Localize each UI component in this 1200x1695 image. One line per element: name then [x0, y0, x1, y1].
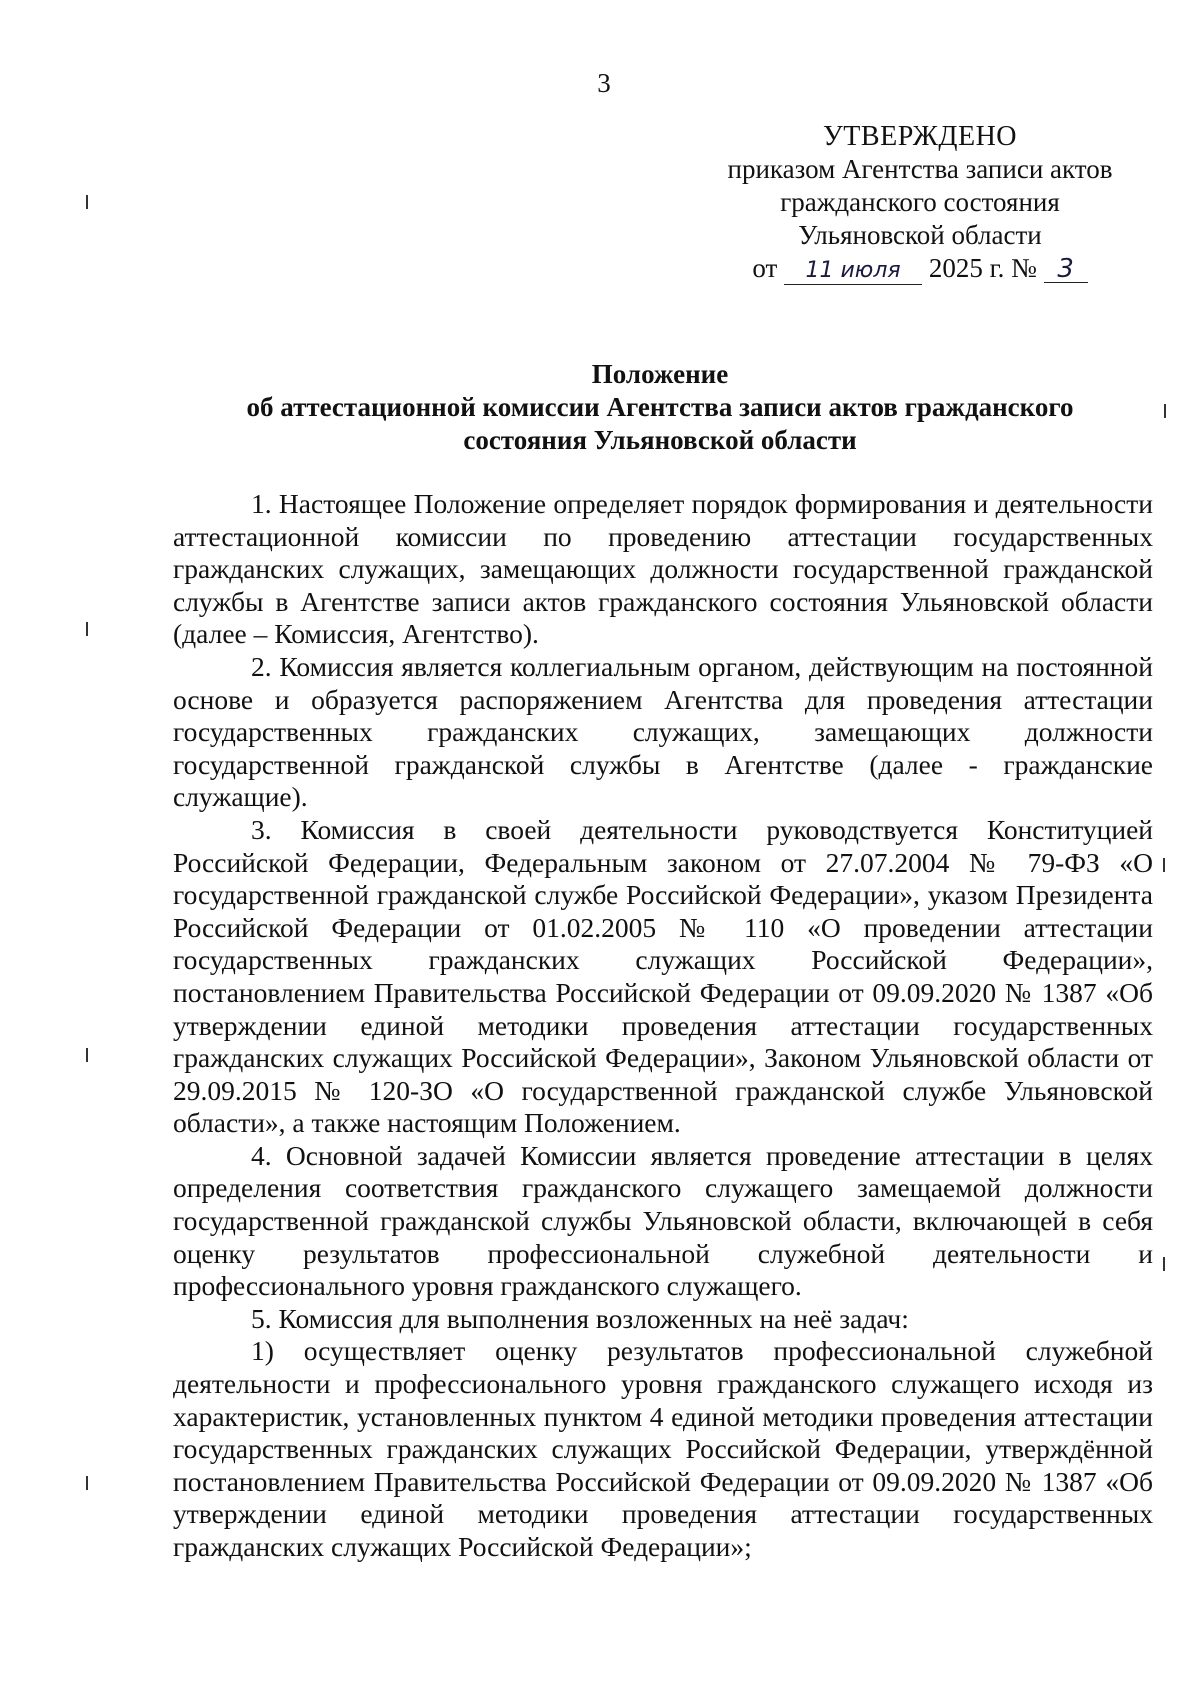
scan-mark — [86, 622, 88, 636]
paragraph-2: 2. Комиссия является коллегиальным органом, действующим на постоянной основе и образуется распоряжением Агентства для проведения аттестации государственных гражданских служащих, замещающих должности государственной гражданской службы в Агентстве (далее - гражданские служащие). — [173, 650, 1153, 813]
handwritten-date: 11 июля — [784, 258, 922, 285]
approval-line-order: приказом Агентства записи актов — [727, 154, 1113, 184]
paragraph-5-item-1: 1) осуществляет оценку результатов профессиональной служебной деятельности и профессионального уровня гражданского служащего исходя из характеристик, установленных пунктом 4 единой методики проведения аттестации государственных гражданских служащих Российской Федерации, утверждённой постановлением Правительства Российской Федерации от 09.09.2020 № 1387 «Об утверждении единой методики проведения аттестации государственных гражданских служащих Российской Федерации»; — [173, 1335, 1153, 1562]
paragraph-1: 1. Настоящее Положение определяет порядок формирования и деятельности аттестационной комиссии по проведению аттестации государственных гражданских служащих, замещающих должности государственной гражданской службы в Агентстве записи актов гражданского состояния Ульяновской области (далее – Комиссия, Агентство). — [173, 488, 1153, 650]
paragraph-3: 3. Комиссия в своей деятельности руководствуется Конституцией Российской Федерации, Федеральным законом от 27.07.2004 № 79-ФЗ «О государственной гражданской службе Российской Федерации», указом Президента Российской Федерации от 01.02.2005 № 110 «О проведении аттестации государственных гражданских служащих Российской Федерации», постановлением Правительства Российской Федерации от 09.09.2020 № 1387 «Об утверждении единой методики проведения аттестации государственных гражданских служащих Российской Федерации», Законом Ульяновской области от 29.09.2015 № 120-ЗО «О государственной гражданской службе Ульяновской области», а также настоящим Положением. — [173, 813, 1153, 1139]
scan-mark — [1163, 858, 1165, 872]
approval-heading: УТВЕРЖДЕНО — [822, 121, 1018, 152]
scan-mark — [86, 195, 88, 209]
scan-mark — [1163, 1257, 1165, 1271]
document-title — [190, 358, 1130, 457]
scan-mark — [1164, 404, 1166, 418]
page-number: 3 — [597, 68, 611, 98]
paragraph-5: 5. Комиссия для выполнения возложенных на неё задач: — [251, 1302, 909, 1334]
title-line-3: состояния Ульяновской области — [463, 425, 857, 455]
scan-mark — [86, 1048, 88, 1062]
paragraph-4: 4. Основной задачей Комиссии является проведение аттестации в целях определения соответствия гражданского служащего замещаемой должности государственной гражданской службы Ульяновской области, включающей в себя оценку результатов профессиональной служебной деятельности и профессионального уровня гражданского служащего. — [173, 1139, 1153, 1302]
title-line-2: об аттестационной комиссии Агентства записи актов гражданского — [246, 392, 1074, 422]
approval-date-line — [690, 252, 1150, 285]
handwritten-order-number: 3 — [1044, 256, 1088, 283]
title-line-1: Положение — [591, 359, 729, 389]
document-body — [173, 488, 1153, 1564]
year-number-label: 2025 г. № — [928, 253, 1037, 283]
approval-stamp-block — [690, 120, 1150, 285]
approval-line-region: Ульяновской области — [798, 220, 1042, 250]
scan-mark — [86, 1476, 88, 1490]
date-prefix: от — [752, 253, 778, 283]
approval-line-civil-status: гражданского состояния — [780, 187, 1060, 217]
